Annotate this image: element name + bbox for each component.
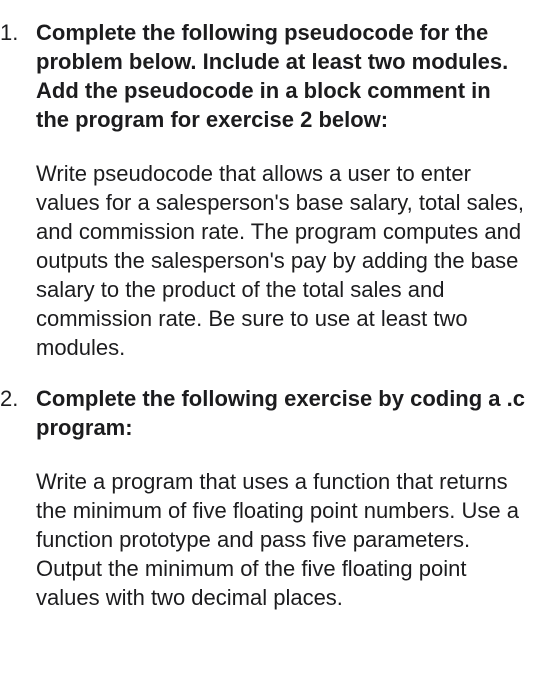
item-body: Write pseudocode that allows a user to enter values for a salesperson's base salary, total sales, and commission rate. The program computes and outputs the salesperson's pay by adding the base salary to the product of the total sales and commission rate. Be sure to use at least two modules. — [36, 161, 525, 360]
list-item-2 — [0, 384, 525, 612]
item-heading: Complete the following pseudocode for the problem below. Include at least two modules. Add the pseudocode in a block comment in the program for exercise 2 below: — [36, 20, 509, 132]
item-heading: Complete the following exercise by coding a .c program: — [36, 386, 525, 440]
list-item-1 — [0, 18, 525, 362]
item-body: Write a program that uses a function that returns the minimum of five floating point numbers. Use a function prototype and pass five parameters. Output the minimum of the five floating point values with two decimal places. — [36, 469, 520, 610]
item-number: 1. — [0, 20, 19, 45]
item-number: 2. — [0, 386, 19, 411]
